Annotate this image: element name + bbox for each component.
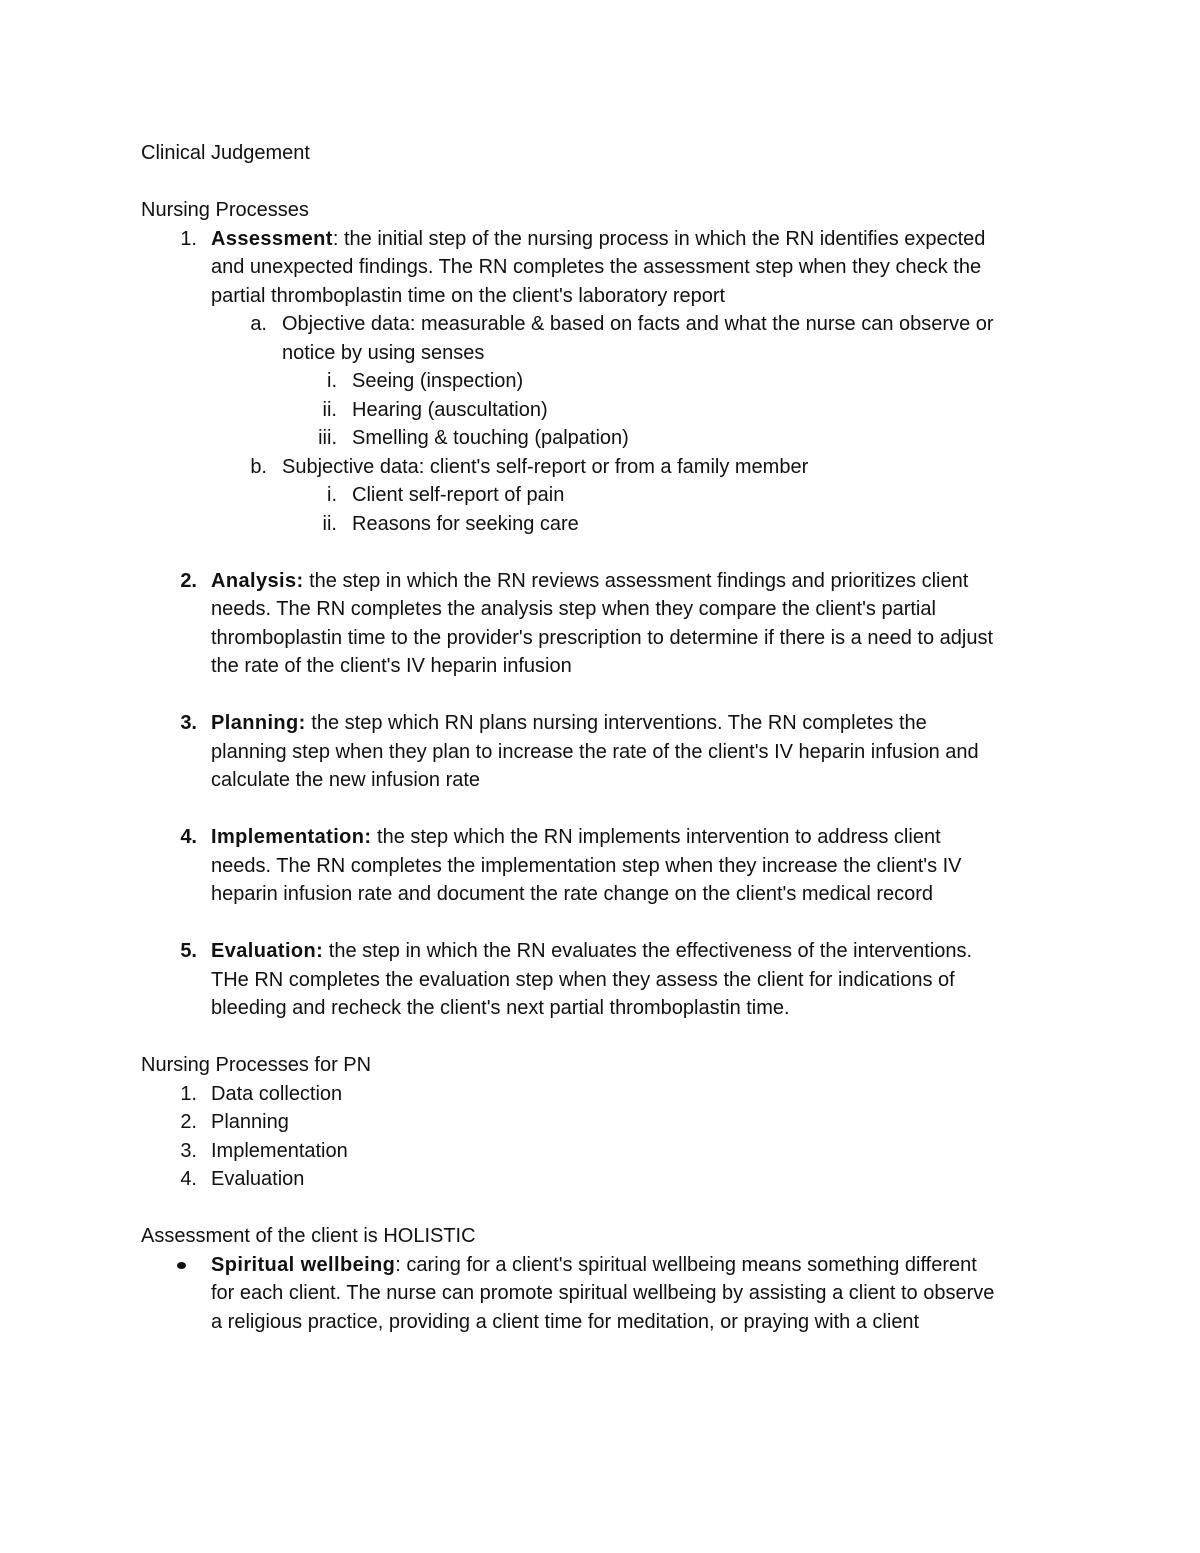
list-number: 3. xyxy=(180,1139,197,1162)
sub-item-text-line: Subjective data: client's self-report or from a family member xyxy=(282,455,809,478)
term-implementation: Implementation: xyxy=(211,826,372,848)
sub-item-subjective-data xyxy=(141,453,1081,482)
sub-sub-item-text: Seeing (inspection) xyxy=(352,370,524,392)
item-text-line: caring for a client's spiritual wellbeing means something different xyxy=(400,1253,977,1276)
list-number: 1. xyxy=(180,227,197,250)
list-item-analysis xyxy=(141,567,1081,681)
list-item xyxy=(141,1165,1081,1194)
item-text-line: bleeding and recheck the client's next partial thromboplastin time. xyxy=(211,997,790,1019)
sub-sub-item-marker: i. xyxy=(327,370,337,392)
list-number: 2. xyxy=(180,569,197,592)
term-planning: Planning: xyxy=(211,712,306,734)
sub-item-marker: a. xyxy=(250,313,267,335)
item-text-line: partial thromboplastin time on the client's laboratory report xyxy=(211,284,726,307)
list-item xyxy=(141,1080,1081,1109)
item-text-line: needs. The RN completes the analysis step when they compare the client's partial xyxy=(211,598,936,620)
list-number: 3. xyxy=(180,712,197,734)
item-text-line: thromboplastin time to the provider's prescription to determine if there is a need to adjust xyxy=(211,626,994,649)
list-number: 5. xyxy=(180,940,197,962)
item-text-line: the rate of the client's IV heparin infusion xyxy=(211,655,572,677)
sub-sub-item xyxy=(141,510,1081,539)
sub-sub-item-text: Reasons for seeking care xyxy=(352,512,579,535)
list-item xyxy=(141,1108,1081,1137)
bullet-item-spiritual-wellbeing xyxy=(141,1251,1081,1337)
section-heading-pn-processes: Nursing Processes for PN xyxy=(141,1054,372,1076)
item-text-line: the step which RN plans nursing interventions. The RN completes the xyxy=(305,712,927,734)
item-text-line: a religious practice, providing a client time for meditation, or praying with a client xyxy=(211,1310,920,1333)
sub-item-text-line: Objective data: measurable & based on facts and what the nurse can observe or xyxy=(282,313,994,335)
term-evaluation: Evaluation: xyxy=(211,940,324,962)
item-text-line: planning step when they plan to increase the rate of the client's IV heparin infusion and xyxy=(211,740,979,763)
sub-sub-item xyxy=(141,396,1081,425)
item-text-line: THe RN completes the evaluation step when they assess the client for indications of xyxy=(211,968,955,991)
list-number: 1. xyxy=(180,1082,197,1105)
bullet-icon xyxy=(177,1262,186,1269)
term-analysis: Analysis: xyxy=(211,569,304,592)
sub-sub-item xyxy=(141,367,1081,396)
sub-sub-item-marker: ii. xyxy=(322,512,337,535)
sub-sub-item-text: Client self-report of pain xyxy=(352,484,565,506)
list-item-assessment xyxy=(141,225,1081,311)
term-suffix: : xyxy=(332,227,339,250)
item-text-line: heparin infusion rate and document the rate change on the client's medical record xyxy=(211,883,934,905)
sub-sub-item-text: Smelling & touching (palpation) xyxy=(352,427,629,449)
item-text-line: calculate the new infusion rate xyxy=(211,769,481,791)
item-text-line: the initial step of the nursing process in which the RN identifies expected xyxy=(338,227,986,250)
list-item-planning xyxy=(141,709,1081,795)
list-item xyxy=(141,1137,1081,1166)
sub-item-marker: b. xyxy=(250,455,267,478)
list-number: 4. xyxy=(180,826,197,848)
item-text-line: needs. The RN completes the implementation step when they increase the client's IV xyxy=(211,854,962,877)
term-spiritual-wellbeing: Spiritual wellbeing xyxy=(211,1253,396,1276)
list-item-text: Planning xyxy=(211,1111,289,1133)
sub-sub-item-text: Hearing (auscultation) xyxy=(352,398,548,421)
section-heading-nursing-processes: Nursing Processes xyxy=(141,199,309,221)
section-heading-holistic: Assessment of the client is HOLISTIC xyxy=(141,1225,476,1247)
list-item-implementation xyxy=(141,823,1081,909)
item-text-line: the step in which the RN reviews assessment findings and prioritizes client xyxy=(303,569,969,592)
list-item-evaluation xyxy=(141,937,1081,1023)
list-number: 4. xyxy=(180,1168,197,1190)
sub-sub-item xyxy=(141,424,1081,453)
document-page xyxy=(141,139,1081,1336)
item-text-line: for each client. The nurse can promote spiritual wellbeing by assisting a client to observe xyxy=(211,1282,995,1304)
item-text-line: and unexpected findings. The RN completes the assessment step when they check the xyxy=(211,256,982,278)
list-item-text: Data collection xyxy=(211,1082,343,1105)
item-text-line: the step which the RN implements intervention to address client xyxy=(371,826,941,848)
sub-sub-item-marker: ii. xyxy=(322,398,337,421)
document-title: Clinical Judgement xyxy=(141,142,310,164)
list-item-text: Implementation xyxy=(211,1139,348,1162)
sub-item-objective-data xyxy=(141,310,1081,367)
sub-sub-item-marker: i. xyxy=(327,484,337,506)
term-assessment: Assessment xyxy=(211,227,333,250)
list-number: 2. xyxy=(180,1111,197,1133)
list-item-text: Evaluation xyxy=(211,1168,305,1190)
sub-sub-item xyxy=(141,481,1081,510)
term-suffix: : xyxy=(395,1253,401,1276)
item-text-line: the step in which the RN evaluates the effectiveness of the interventions. xyxy=(323,940,973,962)
sub-item-text-line: notice by using senses xyxy=(282,341,485,364)
sub-sub-item-marker: iii. xyxy=(318,427,337,449)
